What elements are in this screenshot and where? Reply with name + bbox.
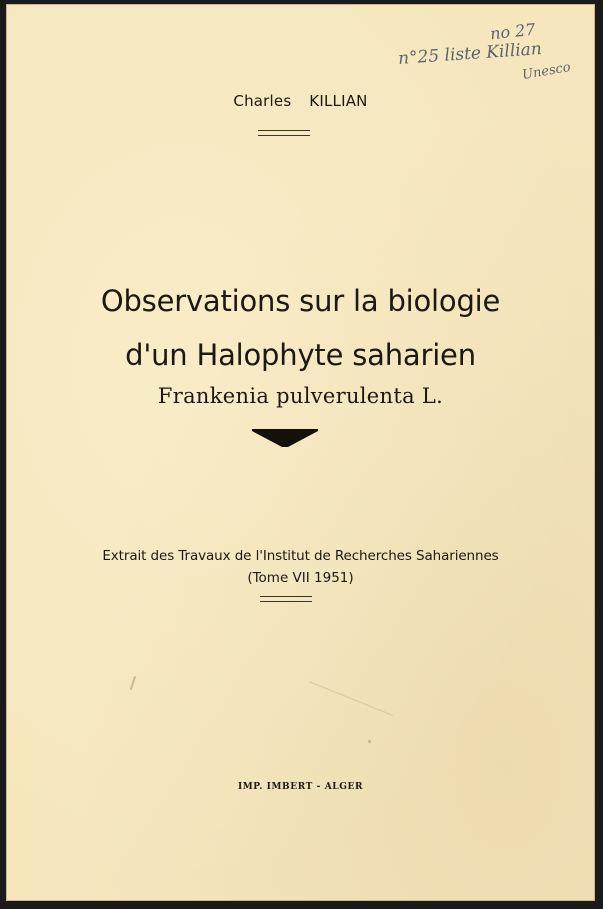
- paper-speck: [309, 681, 393, 716]
- paper-speck: [368, 740, 371, 743]
- paper-speck: [130, 676, 136, 690]
- author-name: Charles KILLIAN: [233, 92, 368, 110]
- handwritten-note-number: no 27: [489, 19, 537, 44]
- extract-source: Extrait des Travaux de l'Institut de Recherches Sahariennes: [102, 548, 499, 564]
- divider-rule-top: [258, 130, 310, 136]
- ornament-triangle-icon: [252, 428, 318, 448]
- handwritten-note-list: n°25 liste Killian: [397, 39, 543, 69]
- title-line-1: Observations sur la biologie: [100, 284, 501, 318]
- document-cover: [6, 4, 595, 901]
- printer-imprint: IMP. IMBERT - ALGER: [237, 782, 364, 792]
- handwritten-note-unesco: Unesco: [521, 59, 572, 84]
- species-name: Frankenia pulverulenta L.: [157, 384, 444, 408]
- extract-volume: (Tome VII 1951): [247, 570, 354, 586]
- title-line-2: d'un Halophyte saharien: [125, 338, 476, 372]
- divider-rule-bottom: [260, 596, 312, 602]
